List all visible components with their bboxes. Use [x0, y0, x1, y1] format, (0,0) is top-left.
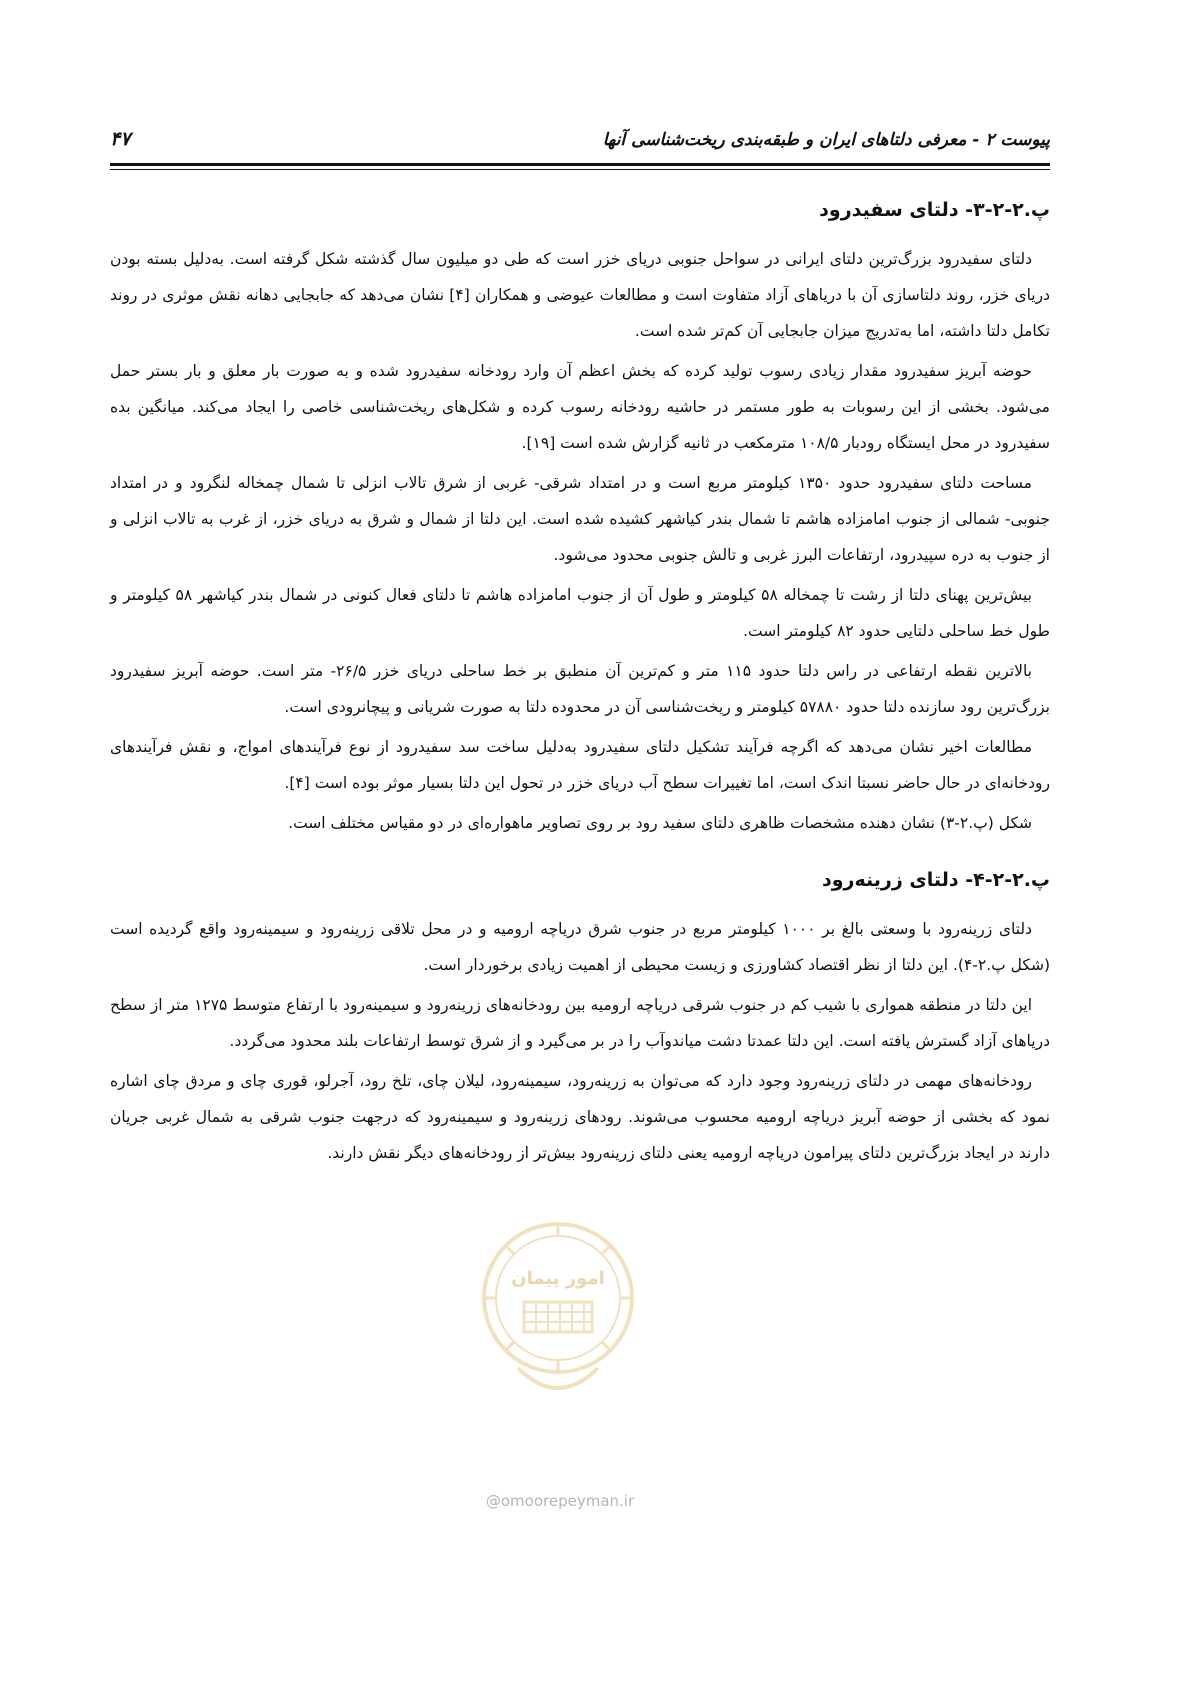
watermark-url: @omoorepeyman.ir	[485, 1492, 635, 1510]
page-number: ۴۷	[110, 128, 131, 150]
paragraph: دلتای زرینه‌رود با وسعتی بالغ بر ۱۰۰۰ کیلومتر مربع در جنوب شرق دریاچه ارومیه و در محل تلاقی زرینه‌رود و سیمینه‌رود واقع گردیده است (شکل پ.۲-۴). این دلتا از نظر اقتصاد کشاورزی و زیست محیطی از اهمیت زیادی برخوردار است.	[110, 920, 1050, 974]
paragraph: بالاترین نقطه ارتفاعی در راس دلتا حدود ۱۱۵ متر و کم‌ترین آن منطبق بر خط ساحلی دریای خزر ۲۶/۵- متر است. حوضه آبریز سفیدرود بزرگ‌ترین رود سازنده دلتا حدود ۵۷۸۸۰ کیلومتر و ریخت‌شناسی آن در محدوده دلتا به صورت شریانی و پیچانرودی است.	[110, 662, 1050, 716]
header-rule-thin	[110, 169, 1050, 170]
page-body	[110, 185, 1050, 1171]
watermark-logo-icon	[478, 1218, 638, 1408]
paragraph: دلتای سفیدرود بزرگ‌ترین دلتای ایرانی در سواحل جنوبی دریای خزر است که طی دو میلیون سال گذشته شکل گرفته است. به‌دلیل بسته بودن دریای خزر، روند دلتاسازی آن با دریاهای آزاد متفاوت است و مطالعات عیوضی و همکاران [۴] نشان می‌دهد که جابجایی دهانه نقش موثری در روند تکامل دلتا داشته، اما به‌تدریج میزان جابجایی آن کم‌تر شده است.	[110, 250, 1050, 340]
paragraph: مطالعات اخیر نشان می‌دهد که اگرچه فرآیند تشکیل دلتای سفیدرود به‌دلیل ساخت سد سفیدرود از نوع فرآیندهای امواج، و نقش فرآیندهای رودخانه‌ای در حال حاضر نسبتا اندک است، اما تغییرات سطح آب دریای خزر در تحول این دلتا بسیار موثر بوده است [۴].	[110, 738, 1050, 792]
header-rule	[110, 163, 1050, 166]
section-gap	[110, 841, 1050, 855]
paragraph: حوضه آبریز سفیدرود مقدار زیادی رسوب تولید کرده که بخش اعظم آن وارد رودخانه سفیدرود شده و به صورت بار معلق و بار بستر حمل می‌شود. بخشی از این رسوبات به طور مستمر در حاشیه رودخانه رسوب کرده و شکل‌های ریخت‌شناسی خاصی را ایجاد می‌کند. میانگین بده سفیدرود در محل ایستگاه رودبار ۱۰۸/۵ مترمکعب در ثانیه گزارش شده است [۱۹].	[110, 362, 1050, 452]
watermark-logo-text: امور پیمان	[511, 1268, 605, 1289]
paragraph: شکل (پ.۲-۳) نشان دهنده مشخصات ظاهری دلتای سفید رود بر روی تصاویر ماهواره‌ای در دو مقیاس مختلف است.	[288, 814, 1032, 832]
paragraph: رودخانه‌های مهمی در دلتای زرینه‌رود وجود دارد که می‌توان به زرینه‌رود، سیمینه‌رود، لیلان چای، تلخ رود، آجرلو، قوری چای و مردق چای اشاره نمود که بخشی از حوضه آبریز دریاچه ارومیه محسوب می‌شوند. رودهای زرینه‌رود و سیمینه‌رود که درجهت جنوب شرقی به شمال غربی جریان دارند در ایجاد بزرگ‌ترین دلتای پیرامون دریاچه ارومیه یعنی دلتای زرینه‌رود بیش‌تر از رودخانه‌های دیگر نقش دارند.	[110, 1072, 1050, 1162]
paragraph: بیش‌ترین پهنای دلتا از رشت تا چمخاله ۵۸ کیلومتر و طول آن از جنوب امامزاده هاشم تا دلتای فعال کنونی در شمال بندر کیاشهر ۵۸ کیلومتر و طول خط ساحلی دلتایی حدود ۸۲ کیلومتر است.	[110, 586, 1050, 640]
paragraph: این دلتا در منطقه همواری با شیب کم در جنوب شرقی دریاچه ارومیه بین رودخانه‌های زرینه‌رود و سیمینه‌رود با ارتفاع متوسط ۱۲۷۵ متر از سطح دریاهای آزاد گسترش یافته است. این دلتا عمدتا دشت میاندوآب را در بر می‌گیرد و از شرق توسط ارتفاعات بلند محدود می‌گردد.	[110, 996, 1050, 1050]
page-header	[110, 126, 1050, 160]
header-title: پیوست ۲ - معرفی دلتاهای ایران و طبقه‌بندی ریخت‌شناسی آنها	[602, 130, 1050, 150]
section-heading-zarrinehrud: پ.۲-۲-۴- دلتای زرینه‌رود	[821, 869, 1050, 891]
section-heading-sefidrud: پ.۲-۲-۳- دلتای سفیدرود	[819, 199, 1050, 221]
paragraph: مساحت دلتای سفیدرود حدود ۱۳۵۰ کیلومتر مربع است و در امتداد شرقی- غربی از شرق تالاب انزلی تا شمال چمخاله لنگرود و در امتداد جنوبی- شمالی از جنوب امامزاده هاشم تا شمال بندر کیاشهر کشیده شده است. این دلتا از شمال و شرق به دریای خزر، از غرب به تالاب انزلی و از جنوب به دره سپیدرود، ارتفاعات البرز غربی و تالش جنوبی محدود می‌شود.	[110, 474, 1050, 564]
